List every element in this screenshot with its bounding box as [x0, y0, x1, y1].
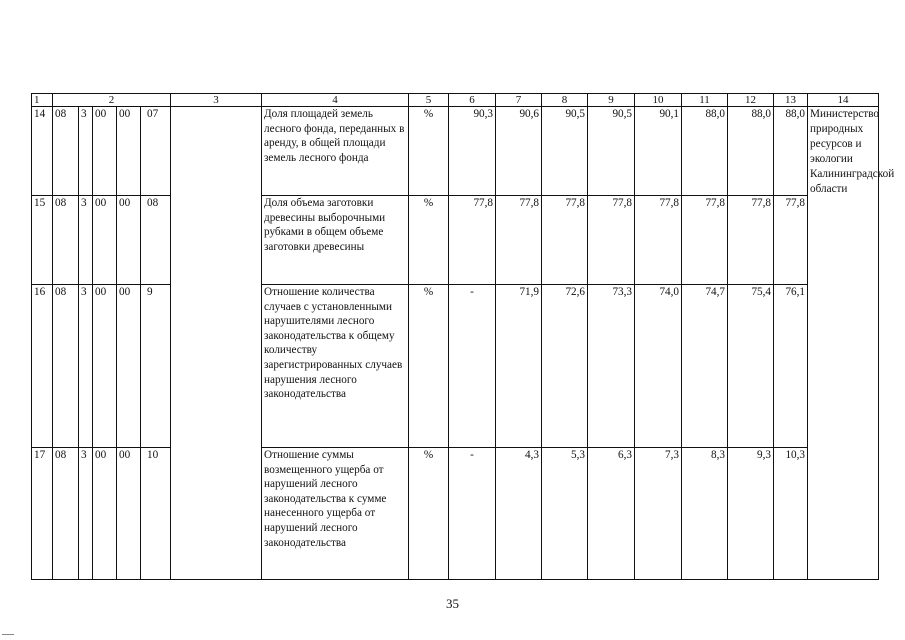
value-cell: 77,8: [682, 196, 728, 285]
value-cell: 77,8: [496, 196, 542, 285]
code-part: 08: [141, 196, 171, 285]
value-cell: 77,8: [728, 196, 774, 285]
code-part: 3: [79, 107, 93, 196]
header-cell: 6: [449, 94, 496, 107]
value-cell: 77,8: [588, 196, 635, 285]
indicator-name: Доля площадей земель лесного фонда, переданных в аренду, в общей площади земель лесного фонда: [262, 107, 409, 196]
value-cell: 73,3: [588, 285, 635, 448]
code-part: 3: [79, 285, 93, 448]
code-part: 3: [79, 448, 93, 580]
row-number: 14: [32, 107, 53, 196]
value-cell: 5,3: [542, 448, 588, 580]
value-cell: 90,5: [542, 107, 588, 196]
header-cell: 12: [728, 94, 774, 107]
value-cell: 88,0: [682, 107, 728, 196]
code-part: 3: [79, 196, 93, 285]
code-part: 10: [141, 448, 171, 580]
unit: %: [409, 107, 449, 196]
value-cell: 7,3: [635, 448, 682, 580]
value-cell: -: [449, 285, 496, 448]
code-part: 9: [141, 285, 171, 448]
value-cell: 90,1: [635, 107, 682, 196]
value-cell: 72,6: [542, 285, 588, 448]
value-cell: 90,3: [449, 107, 496, 196]
table-row: [32, 285, 879, 448]
value-cell: 88,0: [774, 107, 808, 196]
value-cell: 74,0: [635, 285, 682, 448]
page-number: 35: [446, 596, 459, 611]
code-part: 00: [93, 107, 117, 196]
value-cell: 75,4: [728, 285, 774, 448]
table-row: [32, 107, 879, 196]
code-part: 08: [53, 448, 79, 580]
scan-mark: [2, 634, 14, 635]
code-part: 08: [53, 285, 79, 448]
value-cell: 9,3: [728, 448, 774, 580]
code-part: 00: [93, 196, 117, 285]
table-row: [32, 448, 879, 580]
table-row: [32, 196, 879, 285]
row-number: 17: [32, 448, 53, 580]
header-cell: 2: [53, 94, 171, 107]
header-cell: 11: [682, 94, 728, 107]
code-part: 07: [141, 107, 171, 196]
value-cell: 88,0: [728, 107, 774, 196]
header-cell: 3: [171, 94, 262, 107]
value-cell: 77,8: [449, 196, 496, 285]
indicator-name: Отношение количества случаев с установленными нарушителями лесного законодательства к общему количеству зарегистрированных случаев нарушения лесного законодательства: [262, 285, 409, 448]
indicator-name: Отношение суммы возмещенного ущерба от нарушений лесного законодательства к сумме нанесенного ущерба от нарушений лесного законодательства: [262, 448, 409, 580]
code-part: 00: [117, 448, 141, 580]
unit: %: [409, 285, 449, 448]
empty-column-3: [171, 107, 262, 580]
indicator-table: [31, 93, 895, 580]
row-number: 15: [32, 196, 53, 285]
value-cell: 90,6: [496, 107, 542, 196]
header-cell: 13: [774, 94, 808, 107]
value-cell: 76,1: [774, 285, 808, 448]
header-cell: 5: [409, 94, 449, 107]
value-cell: 4,3: [496, 448, 542, 580]
code-part: 00: [117, 285, 141, 448]
header-cell: 7: [496, 94, 542, 107]
header-row: [32, 94, 879, 107]
header-cell: 9: [588, 94, 635, 107]
value-cell: 77,8: [635, 196, 682, 285]
value-cell: 6,3: [588, 448, 635, 580]
code-part: 00: [93, 448, 117, 580]
header-cell: 10: [635, 94, 682, 107]
code-part: 00: [117, 196, 141, 285]
header-cell: 1: [32, 94, 53, 107]
row-number: 16: [32, 285, 53, 448]
unit: %: [409, 448, 449, 580]
header-cell: 14: [808, 94, 879, 107]
indicator-name: Доля объема заготовки древесины выборочными рубками в общем объеме заготовки древесины: [262, 196, 409, 285]
header-cell: 8: [542, 94, 588, 107]
value-cell: 8,3: [682, 448, 728, 580]
value-cell: 71,9: [496, 285, 542, 448]
value-cell: 74,7: [682, 285, 728, 448]
value-cell: 77,8: [774, 196, 808, 285]
value-cell: 77,8: [542, 196, 588, 285]
code-part: 08: [53, 196, 79, 285]
code-part: 08: [53, 107, 79, 196]
value-cell: -: [449, 448, 496, 580]
value-cell: 90,5: [588, 107, 635, 196]
code-part: 00: [93, 285, 117, 448]
unit: %: [409, 196, 449, 285]
code-part: 00: [117, 107, 141, 196]
responsible-ministry: Министерство природных ресурсов и экологии Калининградской области: [808, 107, 879, 580]
header-cell: 4: [262, 94, 409, 107]
value-cell: 10,3: [774, 448, 808, 580]
